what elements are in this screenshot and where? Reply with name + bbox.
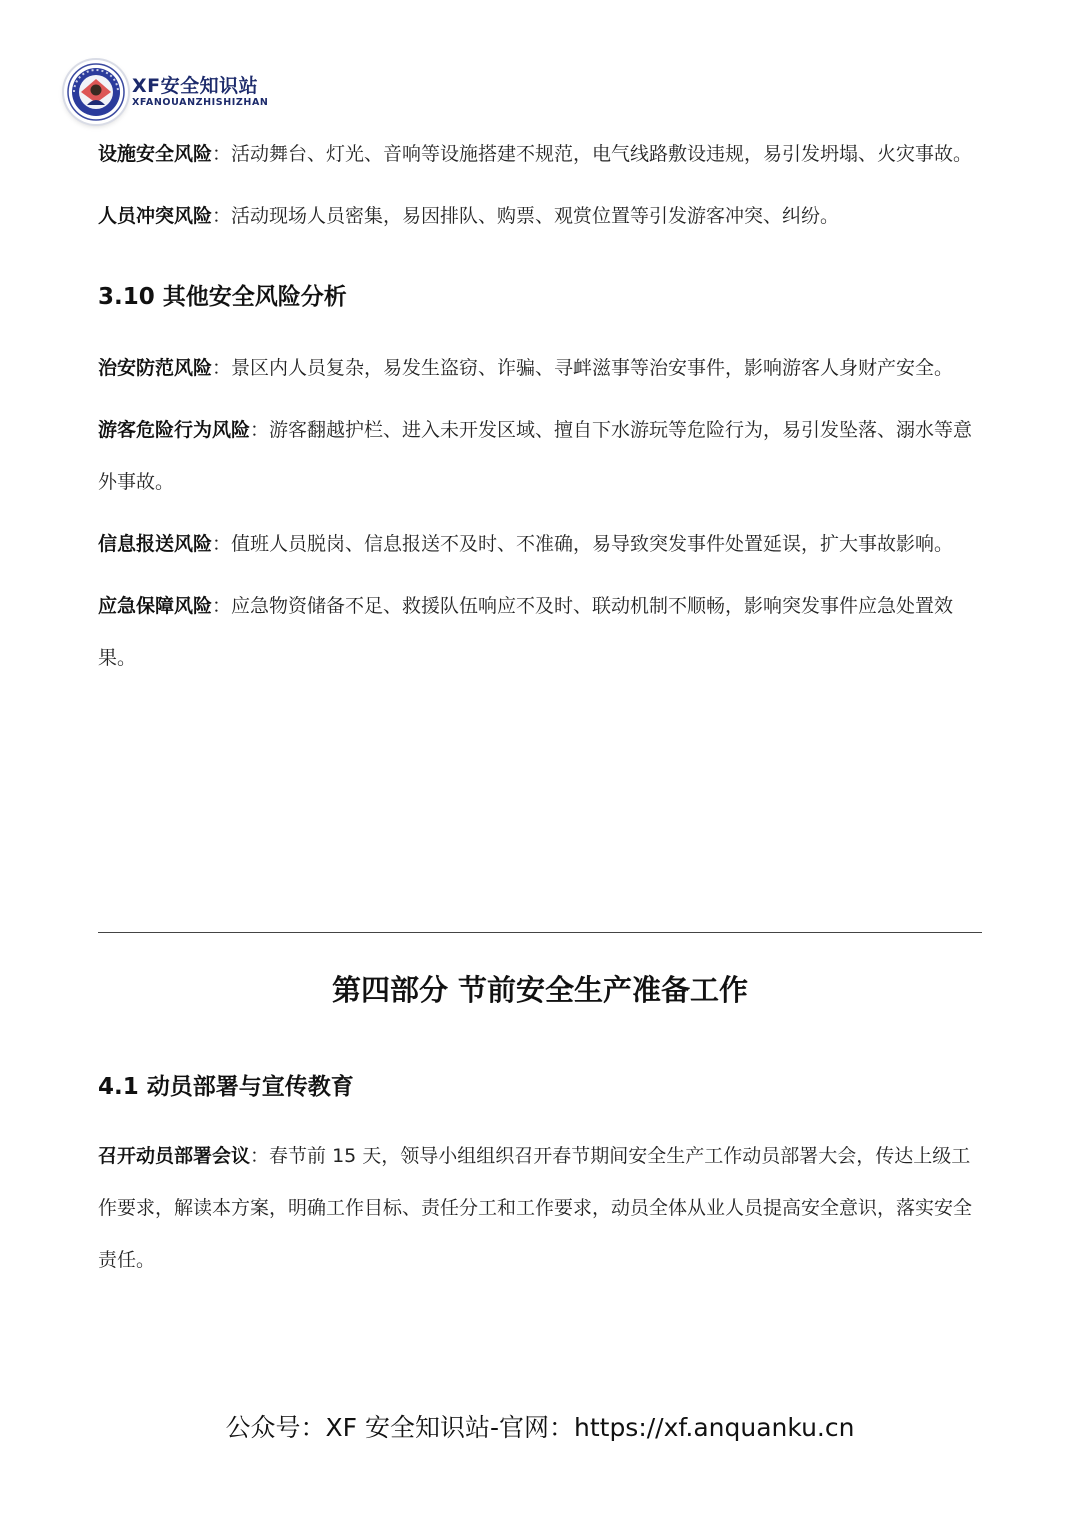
risk-description: 活动现场人员密集，易因排队、购票、观赏位置等引发游客冲突、纠纷。 — [231, 205, 840, 227]
risk-paragraph-emergency — [98, 580, 982, 684]
risk-paragraph-conflict — [98, 190, 982, 242]
risk-separator: ： — [212, 205, 232, 227]
section-3-10-body — [98, 342, 982, 684]
footer-text: 公众号：XF 安全知识站-官网：https://xf.anquanku.cn — [225, 1413, 855, 1442]
risk-term: 信息报送风险 — [98, 533, 213, 555]
risk-paragraph-security — [98, 342, 982, 394]
risk-description: 应急物资储备不足、救援队伍响应不及时、联动机制不顺畅，影响突发事件应急处置效果。 — [98, 595, 954, 669]
part-4-body — [98, 1072, 982, 1286]
risk-paragraph-visitor-behavior — [98, 404, 982, 508]
risk-paragraph-reporting — [98, 518, 982, 570]
risk-separator: ： — [250, 419, 270, 441]
risk-term: 设施安全风险 — [98, 143, 213, 165]
risk-term: 应急保障风险 — [98, 595, 213, 617]
task-separator: ： — [250, 1145, 270, 1167]
section-heading-3-10: 3.10 其他安全风险分析 — [98, 284, 347, 310]
section-heading-4-1: 4.1 动员部署与宣传教育 — [98, 1074, 354, 1100]
risk-description: 值班人员脱岗、信息报送不及时、不准确，易导致突发事件处置延误，扩大事故影响。 — [231, 533, 954, 555]
risk-paragraph-facility — [98, 128, 982, 180]
part-title: 第四部分 节前安全生产准备工作 — [331, 973, 749, 1007]
task-term: 召开动员部署会议 — [98, 1145, 251, 1167]
brand-logo — [64, 60, 268, 124]
task-paragraph-mobilization — [98, 1130, 982, 1286]
document-body — [98, 128, 982, 684]
risk-term: 治安防范风险 — [98, 357, 213, 379]
brand-subtitle: XFANOUANZHISHIZHAN — [132, 97, 269, 108]
risk-separator: ： — [212, 595, 232, 617]
risk-term: 游客危险行为风险 — [98, 419, 251, 441]
brand-title: XF安全知识站 — [132, 75, 259, 97]
risk-description: 活动舞台、灯光、音响等设施搭建不规范，电气线路敷设违规，易引发坍塌、火灾事故。 — [231, 143, 973, 165]
section-divider — [98, 932, 982, 933]
risk-separator: ： — [212, 357, 232, 379]
task-description: 春节前 15 天，领导小组组织召开春节期间安全生产工作动员部署大会，传达上级工作要求，解读本方案，明确工作目标、责任分工和工作要求，动员全体从业人员提高安全意识，落实安全责任。 — [98, 1145, 973, 1271]
section-4-1-body — [98, 1130, 982, 1286]
risk-separator: ： — [212, 533, 232, 555]
risk-separator: ： — [212, 143, 232, 165]
risk-term: 人员冲突风险 — [98, 205, 213, 227]
brand-emblem-icon — [64, 60, 128, 124]
risk-description: 景区内人员复杂，易发生盗窃、诈骗、寻衅滋事等治安事件，影响游客人身财产安全。 — [231, 357, 954, 379]
risk-description: 游客翻越护栏、进入未开发区域、擅自下水游玩等危险行为，易引发坠落、溺水等意外事故。 — [98, 419, 973, 493]
